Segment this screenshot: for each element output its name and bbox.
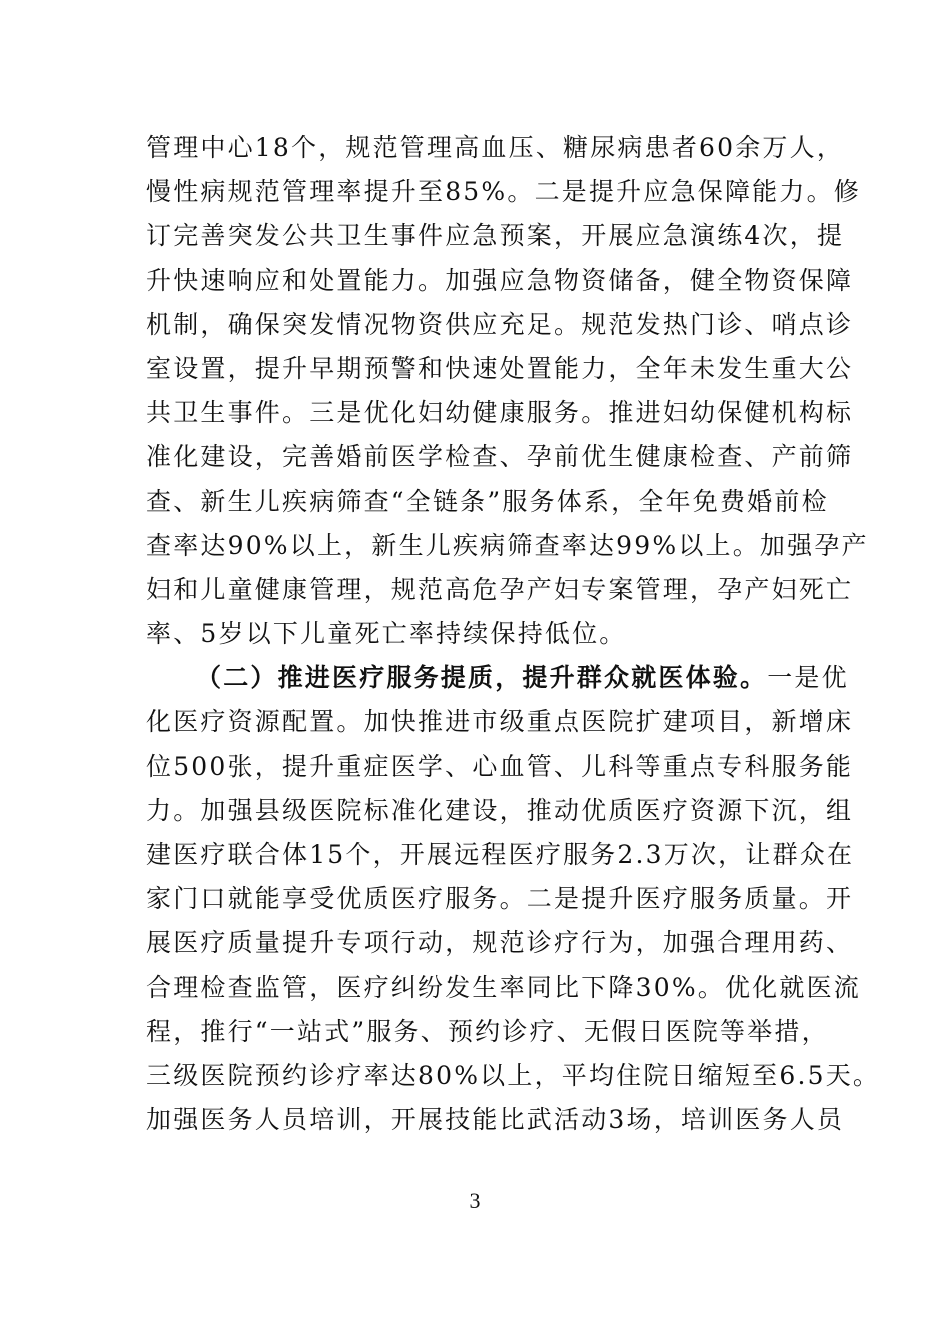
text-line: 妇和儿童健康管理，规范高危孕产妇专案管理，孕产妇死亡 [146, 574, 854, 604]
text-line: 程，推行“一站式”服务、预约诊疗、无假日医院等举措， [146, 1016, 829, 1046]
text-line: 慢性病规范管理率提升至85%。二是提升应急保障能力。修 [146, 177, 861, 207]
section-heading-tail: 一是优 [767, 663, 849, 693]
text-line: 升快速响应和处置能力。加强应急物资储备，健全物资保障 [146, 265, 854, 295]
text-line: 建医疗联合体15个，开展远程医疗服务2.3万次，让群众在 [146, 840, 855, 869]
text-line: 率、5岁以下儿童死亡率持续保持低位。 [146, 619, 627, 649]
body-text [146, 126, 881, 1142]
text-line: 合理检查监管，医疗纠纷发生率同比下降30%。优化就医流 [146, 972, 861, 1002]
text-line: 准化建设，完善婚前医学检查、孕前优生健康检查、产前筛 [146, 442, 854, 472]
text-line: 三级医院预约诊疗率达80%以上，平均住院日缩短至6.5天。 [146, 1060, 881, 1090]
text-line: 共卫生事件。三是优化妇幼健康服务。推进妇幼保健机构标 [146, 398, 854, 428]
text-line: 展医疗质量提升专项行动，规范诊疗行为，加强合理用药、 [146, 928, 854, 958]
text-line: 订完善突发公共卫生事件应急预案，开展应急演练4次，提 [146, 221, 845, 251]
section-heading-line [146, 656, 849, 700]
text-line: 加强医务人员培训，开展技能比武活动3场，培训医务人员 [146, 1105, 845, 1135]
text-line: 力。加强县级医院标准化建设，推动优质医疗资源下沉，组 [146, 795, 854, 825]
text-line: 室设置，提升早期预警和快速处置能力，全年未发生重大公 [146, 353, 854, 383]
text-line: 机制，确保突发情况物资供应充足。规范发热门诊、哨点诊 [146, 309, 854, 339]
text-line: 查率达90%以上，新生儿疾病筛查率达99%以上。加强孕产 [146, 530, 869, 560]
text-line: 查、新生儿疾病筛查“全链条”服务体系，全年免费婚前检 [146, 486, 829, 516]
section-heading: （二）推进医疗服务提质，提升群众就医体验。 [196, 663, 768, 693]
text-line: 化医疗资源配置。加快推进市级重点医院扩建项目，新增床 [146, 707, 854, 737]
page-number: 3 [469, 1188, 481, 1213]
text-line: 位500张，提升重症医学、心血管、儿科等重点专科服务能 [146, 751, 854, 781]
text-line: 管理中心18个，规范管理高血压、糖尿病患者60余万人， [146, 133, 845, 162]
text-line: 家门口就能享受优质医疗服务。二是提升医疗服务质量。开 [146, 884, 854, 914]
